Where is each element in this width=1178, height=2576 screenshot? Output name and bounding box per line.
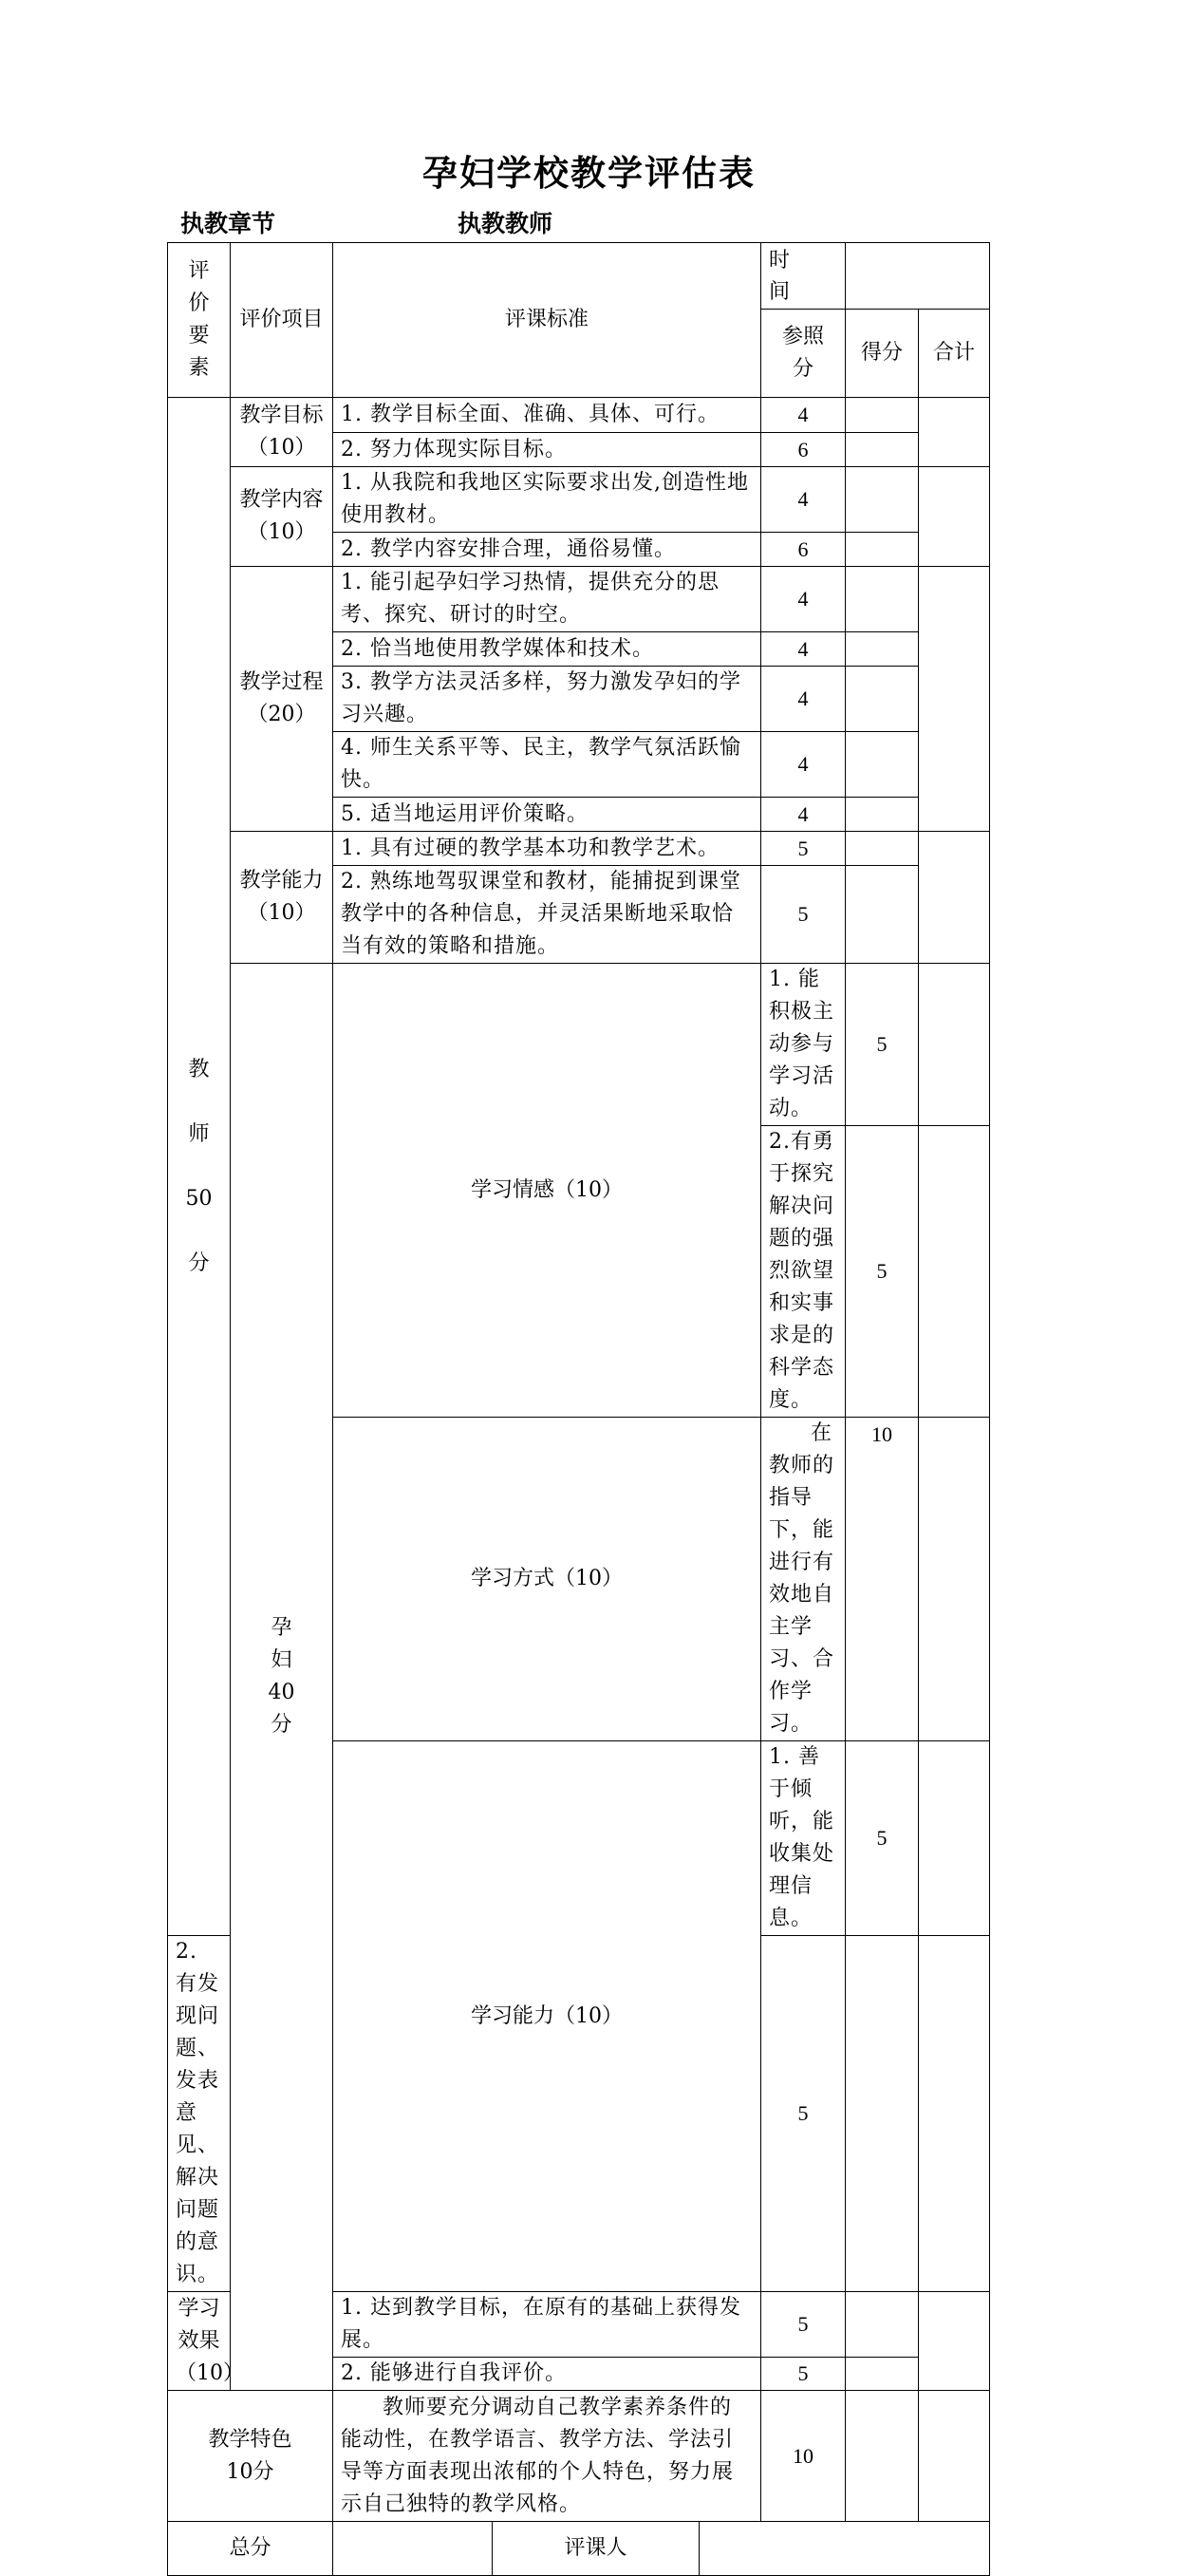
item-name: 教学能力（10）	[231, 832, 333, 964]
ref-points: 5	[846, 1126, 919, 1418]
ref-points: 4	[761, 732, 846, 798]
score-cell[interactable]	[846, 732, 919, 798]
ref-points: 5	[761, 866, 846, 964]
header-total: 合计	[919, 310, 990, 398]
criterion-text: 1. 善于倾听，能收集处理信息。	[761, 1741, 846, 1936]
item-name: 学习情感（10）	[333, 964, 761, 1418]
criterion-text: 2. 能够进行自我评价。	[333, 2358, 761, 2391]
ref-points: 5	[761, 832, 846, 866]
criterion-text: 4. 师生关系平等、民主，教学气氛活跃愉快。	[333, 732, 761, 798]
ref-points: 5	[846, 964, 919, 1126]
pregnant-section-label: 孕 妇 40 分	[231, 964, 333, 2391]
total-score-value[interactable]	[333, 2522, 493, 2575]
criterion-text: 2. 有发现问题、发表意见、解决问题的意识。	[168, 1936, 231, 2292]
criterion-text: 2. 恰当地使用教学媒体和技术。	[333, 632, 761, 667]
total-cell[interactable]	[919, 567, 990, 832]
page-title: 孕妇学校教学评估表	[422, 152, 756, 194]
item-name: 学习方式（10）	[333, 1418, 761, 1741]
criterion-text: 2. 努力体现实际目标。	[333, 433, 761, 467]
item-name: 学习效果（10）	[168, 2292, 231, 2391]
score-cell[interactable]	[846, 433, 919, 467]
score-cell[interactable]	[846, 667, 919, 732]
score-cell[interactable]	[846, 832, 919, 866]
total-cell[interactable]	[919, 2292, 990, 2391]
header-item: 评价项目	[231, 243, 333, 398]
ref-points: 6	[761, 433, 846, 467]
ref-points: 4	[761, 567, 846, 632]
item-name: 教学内容（10）	[231, 467, 333, 567]
header-score: 得分	[846, 310, 919, 398]
ref-points: 4	[761, 798, 846, 832]
criterion-text: 2. 熟练地驾驭课堂和教材，能捕捉到课堂教学中的各种信息，并灵活果断地采取恰当有效的策略和措施。	[333, 866, 761, 964]
score-cell[interactable]	[919, 1126, 990, 1418]
criterion-text: 5. 适当地运用评价策略。	[333, 798, 761, 832]
score-cell[interactable]	[919, 1418, 990, 1741]
score-cell[interactable]	[846, 632, 919, 667]
feature-label: 教学特色 10分	[168, 2391, 333, 2522]
criterion-text: 1. 具有过硬的教学基本功和教学艺术。	[333, 832, 761, 866]
total-score-label: 总分	[168, 2522, 333, 2576]
score-cell[interactable]	[846, 398, 919, 433]
ref-points: 4	[761, 398, 846, 433]
ref-points: 10	[846, 1418, 919, 1741]
score-cell[interactable]	[846, 866, 919, 964]
score-cell[interactable]	[846, 467, 919, 533]
chapter-label: 执教章节	[180, 210, 276, 237]
total-cell[interactable]	[919, 832, 990, 964]
total-cell[interactable]	[919, 2391, 990, 2522]
header-ref-points: 参照分	[761, 310, 846, 398]
criterion-text: 1. 能积极主动参与学习活动。	[761, 964, 846, 1126]
criterion-text: 2.有勇于探究解决问题的强烈欲望和实事求是的科学态度。	[761, 1126, 846, 1418]
ref-points: 6	[761, 533, 846, 567]
ref-points: 5	[761, 2292, 846, 2358]
criterion-text: 1. 能引起孕妇学习热情，提供充分的思考、探究、研讨的时空。	[333, 567, 761, 632]
criterion-text: 1. 达到教学目标，在原有的基础上获得发展。	[333, 2292, 761, 2358]
ref-points: 5	[761, 1936, 846, 2292]
criterion-text: 1. 从我院和我地区实际要求出发,创造性地使用教材。	[333, 467, 761, 533]
item-name: 教学过程（20）	[231, 567, 333, 832]
criterion-text: 1. 教学目标全面、准确、具体、可行。	[333, 398, 761, 433]
ref-points: 5	[761, 2358, 846, 2391]
ref-points: 4	[761, 467, 846, 533]
footer-row	[333, 2522, 990, 2576]
score-cell[interactable]	[846, 798, 919, 832]
ref-points: 5	[846, 1741, 919, 1936]
header-element: 评价要素	[168, 243, 231, 398]
criterion-text: 2. 教学内容安排合理，通俗易懂。	[333, 533, 761, 567]
reviewer-label: 评课人	[493, 2522, 700, 2575]
score-cell[interactable]	[846, 533, 919, 567]
ref-points: 4	[761, 667, 846, 732]
score-cell[interactable]	[846, 1936, 919, 2292]
header-criteria: 评课标准	[333, 243, 761, 398]
evaluation-table	[167, 242, 990, 2576]
item-name: 学习能力（10）	[333, 1741, 761, 2292]
score-cell[interactable]	[919, 964, 990, 1126]
score-cell[interactable]	[846, 567, 919, 632]
score-cell[interactable]	[846, 2358, 919, 2391]
score-cell[interactable]	[846, 2292, 919, 2358]
feature-criterion-text: 教师要充分调动自己教学素养条件的能动性，在教学语言、教学方法、学法引导等方面表现出浓郁的个人特色，努力展示自己独特的教学风格。	[333, 2391, 761, 2522]
score-cell[interactable]	[846, 2391, 919, 2522]
teacher-section-label: 教 师 50 分	[168, 398, 231, 1936]
criterion-text: 在教师的指导下，能进行有效地自主学习、合作学习。	[761, 1418, 846, 1741]
criterion-text: 3. 教学方法灵活多样，努力激发孕妇的学习兴趣。	[333, 667, 761, 732]
ref-points: 10	[761, 2391, 846, 2522]
score-cell[interactable]	[919, 1741, 990, 1936]
item-name: 教学目标（10）	[231, 398, 333, 467]
reviewer-value[interactable]	[700, 2522, 989, 2575]
total-cell[interactable]	[919, 467, 990, 567]
time-value-cell[interactable]	[846, 243, 990, 310]
total-cell[interactable]	[919, 398, 990, 467]
teacher-label: 执教教师	[458, 210, 553, 237]
header-time: 时间	[761, 243, 846, 310]
ref-points: 4	[761, 632, 846, 667]
